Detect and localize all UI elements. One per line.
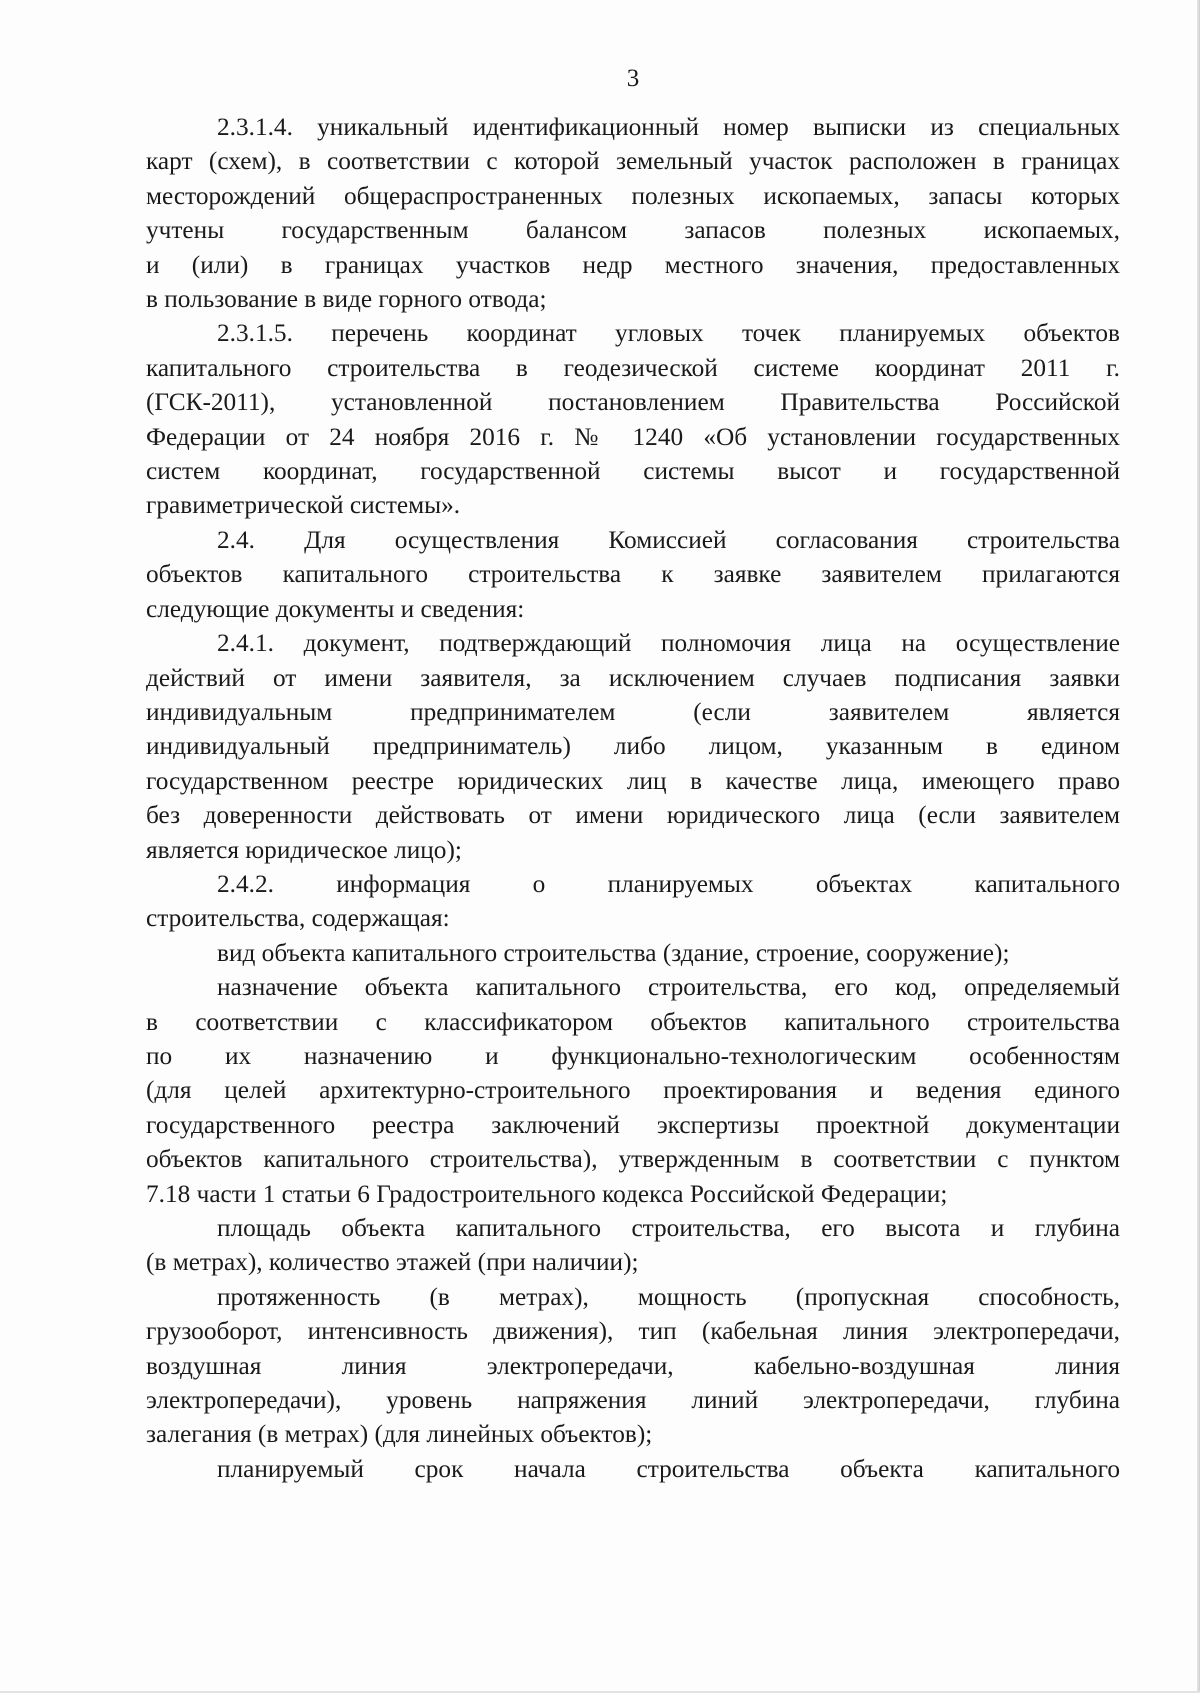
- text-line: планируемый срок начала строительства объекта капитального: [217, 1454, 1120, 1483]
- text-line: воздушная линия электропередачи, кабельно-воздушная линия: [146, 1351, 1120, 1380]
- text-line: 7.18 части 1 статьи 6 Градостроительного кодекса Российской Федерации;: [146, 1179, 948, 1208]
- text-line: систем координат, государственной системы высот и государственной: [146, 457, 1120, 486]
- document-body: [146, 110, 1120, 1486]
- text-line: государственном реестре юридических лиц в качестве лица, имеющего право: [146, 766, 1120, 795]
- text-line: 2.3.1.4. уникальный идентификационный номер выписки из специальных: [217, 113, 1120, 141]
- paragraph-object-length: [146, 1280, 1120, 1452]
- text-line: объектов капитального строительства к заявке заявителем прилагаются: [146, 560, 1120, 589]
- paragraph-construction-start: [146, 1452, 1120, 1486]
- text-line: площадь объекта капитального строительства, его высота и глубина: [217, 1214, 1120, 1242]
- text-line: следующие документы и сведения:: [146, 594, 525, 623]
- text-line: залегания (в метрах) (для линейных объектов);: [146, 1420, 653, 1449]
- text-line: (для целей архитектурно-строительного проектирования и ведения единого: [146, 1076, 1120, 1105]
- paragraph-object-type: [146, 936, 1120, 970]
- text-line: действий от имени заявителя, за исключением случаев подписания заявки: [146, 663, 1120, 692]
- text-line: индивидуальный предприниматель) либо лицом, указанным в едином: [146, 732, 1120, 761]
- text-line: в соответствии с классификатором объектов капитального строительства: [146, 1007, 1120, 1036]
- text-line: электропередачи), уровень напряжения линий электропередачи, глубина: [146, 1386, 1120, 1415]
- page-number: 3: [626, 65, 640, 92]
- text-line: гравиметрической системы».: [146, 491, 461, 520]
- text-line: индивидуальным предпринимателем (если заявителем является: [146, 697, 1120, 726]
- text-line: учтены государственным балансом запасов полезных ископаемых,: [146, 216, 1120, 245]
- text-line: 2.4. Для осуществления Комиссией согласования строительства: [217, 525, 1120, 554]
- text-line: 2.3.1.5. перечень координат угловых точек планируемых объектов: [217, 319, 1120, 348]
- text-line: (ГСК-2011), установленной постановлением Правительства Российской: [146, 388, 1120, 417]
- text-line: и (или) в границах участков недр местного значения, предоставленных: [146, 250, 1120, 279]
- paragraph-object-area: [146, 1211, 1120, 1280]
- text-line: 2.4.2. информация о планируемых объектах капитального: [217, 869, 1120, 898]
- paragraph-2-4-2: [146, 867, 1120, 936]
- text-line: без доверенности действовать от имени юридического лица (если заявителем: [146, 801, 1120, 830]
- text-line: является юридическое лицо);: [146, 835, 462, 864]
- text-line: капитального строительства в геодезической системе координат 2011 г.: [146, 353, 1120, 382]
- text-line: объектов капитального строительства), утвержденным в соответствии с пунктом: [146, 1145, 1120, 1174]
- text-line: в пользование в виде горного отвода;: [146, 285, 547, 314]
- paragraph-2-3-1-5: [146, 316, 1120, 522]
- text-line: месторождений общераспространенных полезных ископаемых, запасы которых: [146, 181, 1120, 210]
- text-line: по их назначению и функционально-технологическим особенностям: [146, 1041, 1120, 1070]
- paragraph-2-3-1-4: [146, 110, 1120, 316]
- paragraph-object-purpose: [146, 970, 1120, 1211]
- text-line: 2.4.1. документ, подтверждающий полномочия лица на осуществление: [217, 629, 1120, 658]
- text-line: (в метрах), количество этажей (при наличии);: [146, 1248, 639, 1277]
- paragraph-2-4-1: [146, 626, 1120, 867]
- text-line: грузооборот, интенсивность движения), тип (кабельная линия электропередачи,: [146, 1317, 1120, 1346]
- text-line: государственного реестра заключений экспертизы проектной документации: [146, 1110, 1120, 1139]
- text-line: протяженность (в метрах), мощность (пропускная способность,: [217, 1282, 1120, 1311]
- paragraph-2-4: [146, 523, 1120, 626]
- text-line: вид объекта капитального строительства (здание, строение, сооружение);: [217, 938, 1010, 967]
- text-line: Федерации от 24 ноября 2016 г. № 1240 «Об установлении государственных: [146, 422, 1120, 451]
- text-line: карт (схем), в соответствии с которой земельный участок расположен в границах: [146, 147, 1120, 176]
- text-line: назначение объекта капитального строительства, его код, определяемый: [217, 973, 1120, 1002]
- text-line: строительства, содержащая:: [146, 904, 450, 933]
